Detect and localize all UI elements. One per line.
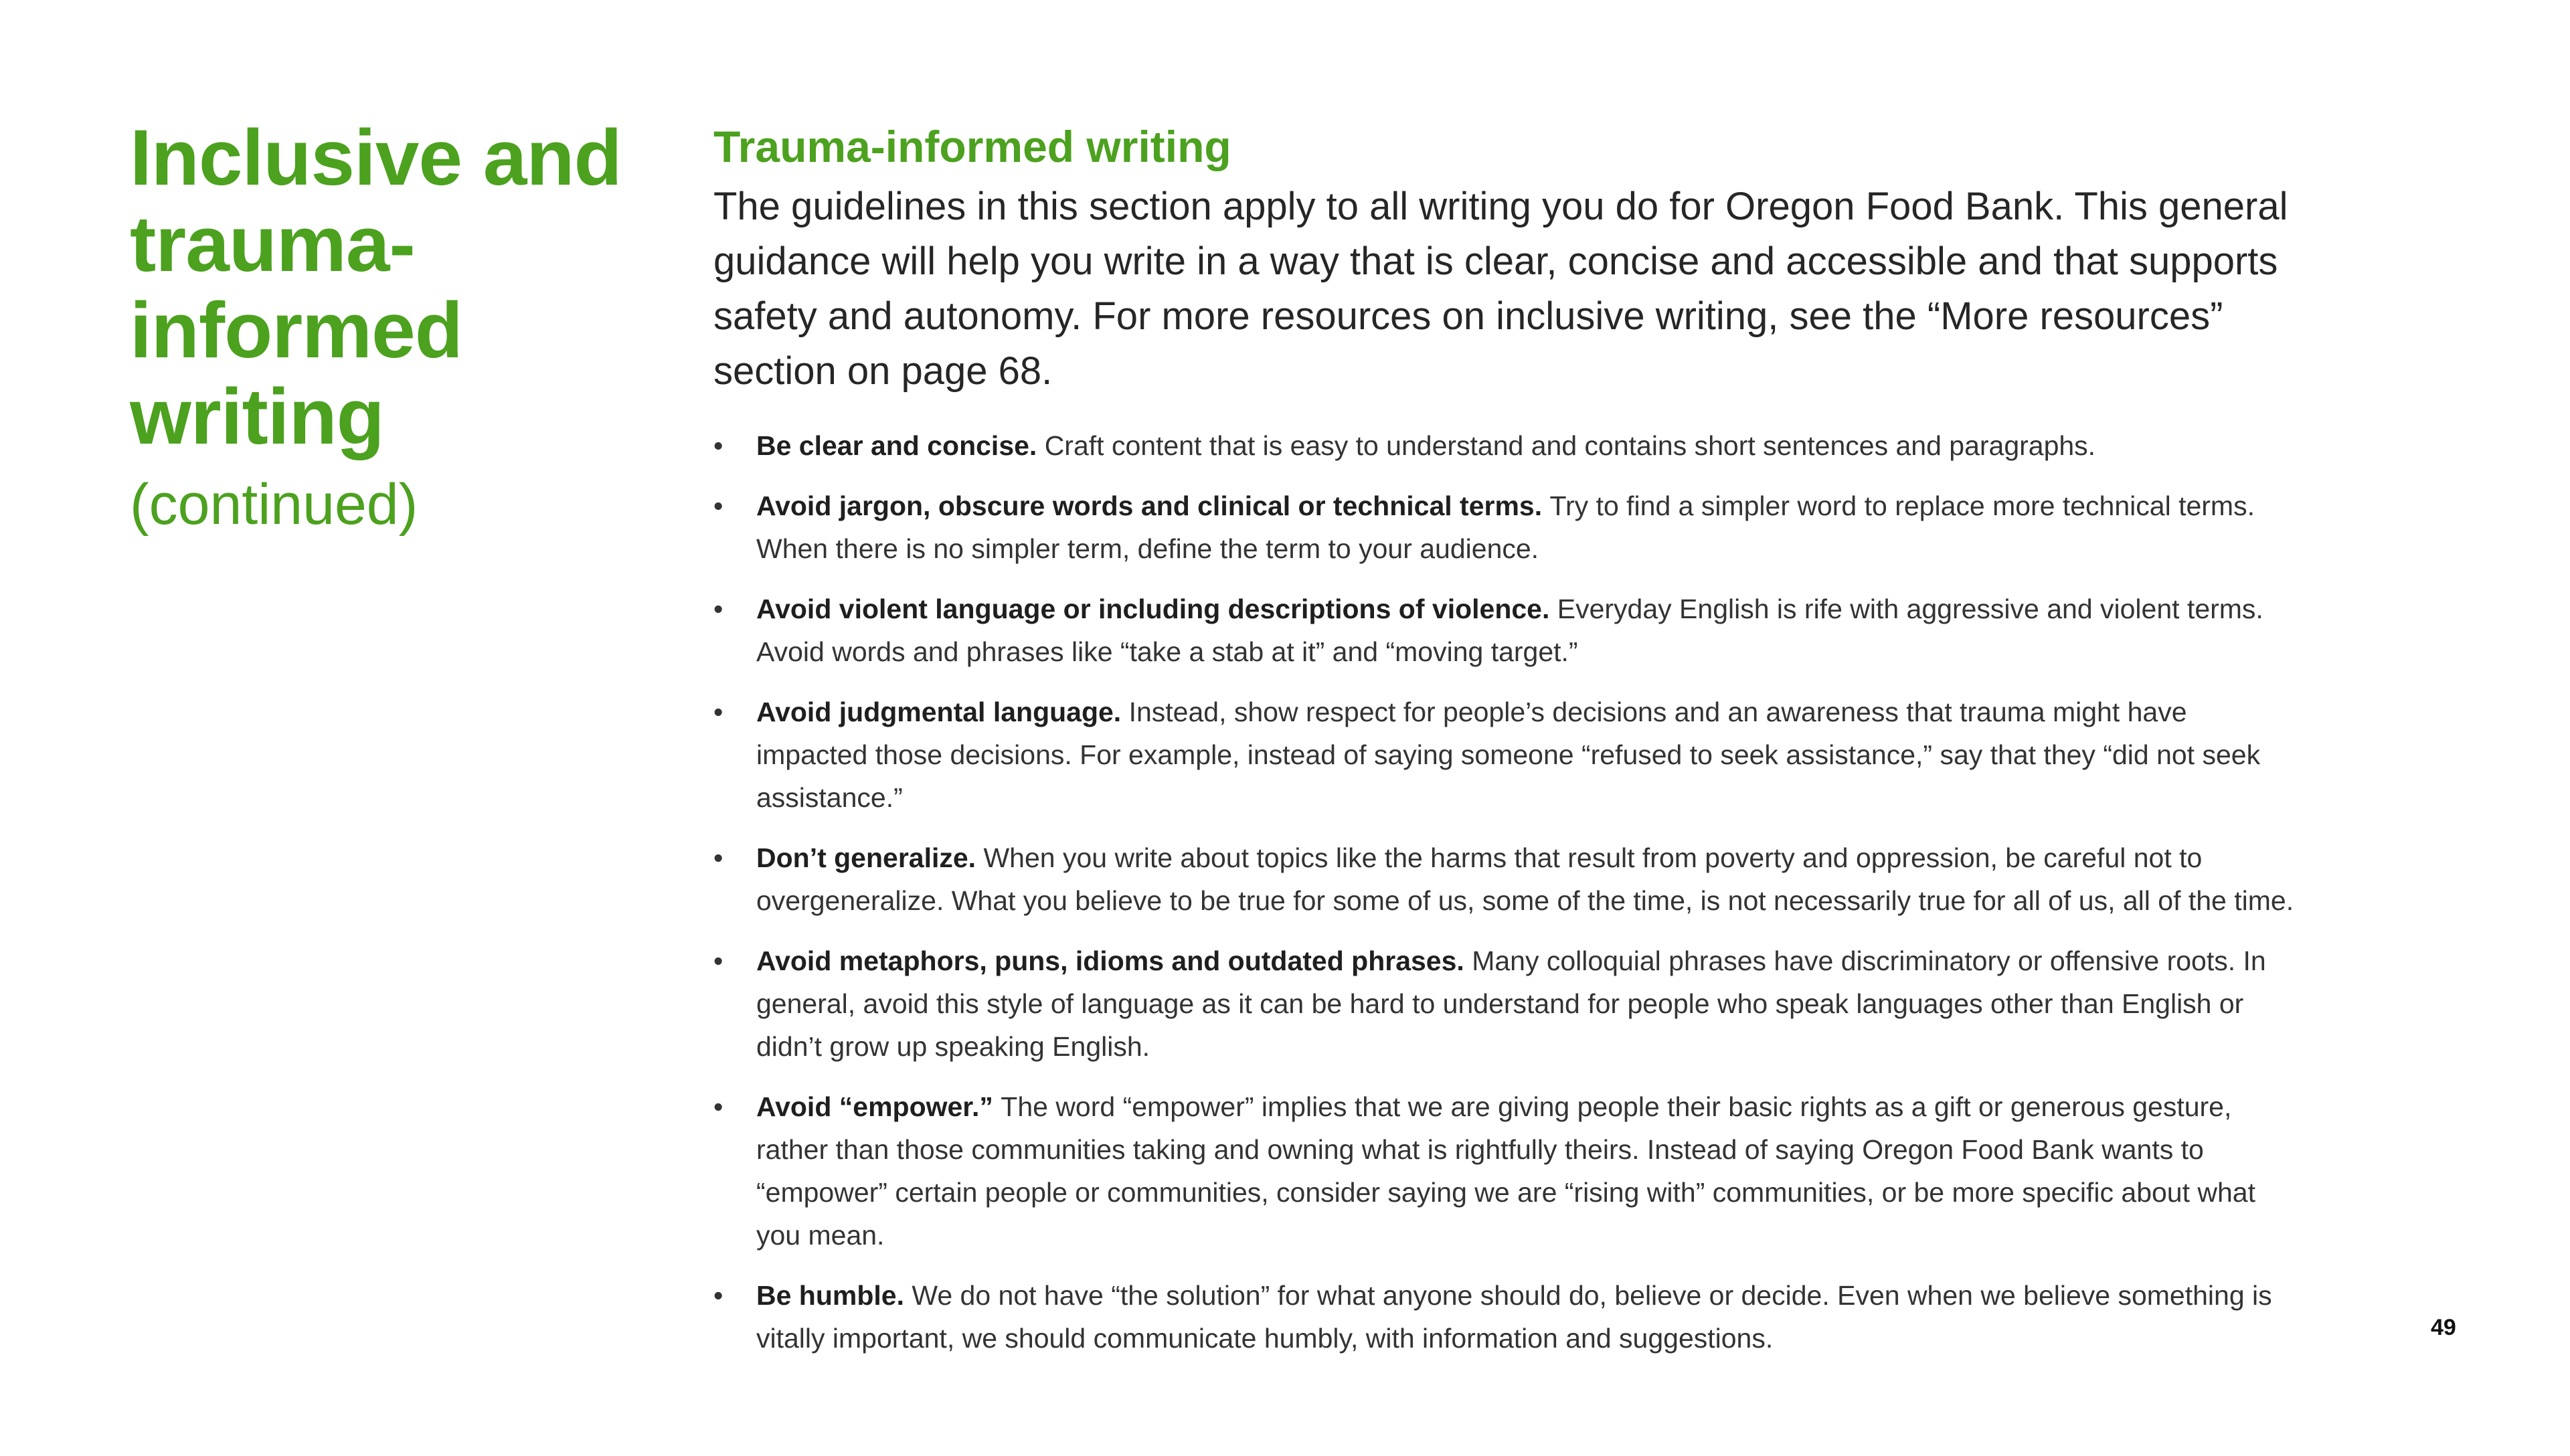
guideline-item — [713, 424, 2300, 467]
guideline-title: Be clear and concise. — [756, 430, 1045, 461]
guideline-title: Don’t generalize. — [756, 842, 984, 873]
bullet-icon: • — [713, 945, 723, 976]
guideline-body: The word “empower” implies that we are giving people their basic rights as a gift or generous gesture, rather than those communities taking and owning what is rightfully theirs. Instead of saying Oregon Food Bank wants to “empower” certain people or communities, consider saying we are “rising with” communities, or be more specific about what you mean. — [756, 1091, 2255, 1251]
guideline-body: Many colloquial phrases have discriminatory or offensive roots. In general, avoid this style of language as it can be hard to understand for people who speak languages other than English or didn’t grow up speaking English. — [756, 945, 2266, 1062]
guideline-title: Avoid metaphors, puns, idioms and outdated phrases. — [756, 945, 1472, 976]
bullet-icon: • — [713, 490, 723, 521]
guideline-item — [713, 939, 2300, 1068]
guideline-item — [713, 587, 2300, 673]
main-content — [713, 118, 2300, 1377]
intro-paragraph: The guidelines in this section apply to all writing you do for Oregon Food Bank. This general guidance will help you write in a way that is clear, concise and accessible and that supports safety and autonomy. For more resources on inclusive writing, see the “More resources” section on page 68. — [713, 185, 2288, 393]
bullet-icon: • — [713, 842, 723, 873]
page-title: Inclusive and trauma-informed writing — [130, 114, 622, 461]
guideline-item — [713, 484, 2300, 570]
bullet-icon: • — [713, 594, 723, 624]
guideline-body: Instead, show respect for people’s decisions and an awareness that trauma might have impacted those decisions. For example, instead of saying someone “refused to seek assistance,” say that they “did not seek assistance.” — [756, 697, 2261, 813]
guideline-title: Be humble. — [756, 1280, 912, 1311]
guideline-item — [713, 1274, 2300, 1360]
guideline-body: We do not have “the solution” for what anyone should do, believe or decide. Even when we believe something is vitally important, we should communicate humbly, with information and suggestions. — [756, 1280, 2272, 1354]
page-subtitle: (continued) — [130, 472, 418, 537]
guideline-item — [713, 1085, 2300, 1257]
guideline-item — [713, 691, 2300, 819]
guidelines-list — [713, 424, 2300, 1360]
bullet-icon: • — [713, 1280, 723, 1311]
page-number: 49 — [2431, 1315, 2456, 1340]
bullet-icon: • — [713, 430, 723, 461]
guideline-body: When you write about topics like the harms that result from poverty and oppression, be careful not to overgeneralize. What you believe to be true for some of us, some of the time, is not necessarily true for all of us, all of the time. — [756, 842, 2294, 916]
sidebar — [130, 115, 638, 538]
guideline-title: Avoid jargon, obscure words and clinical or technical terms. — [756, 490, 1550, 521]
guideline-title: Avoid judgmental language. — [756, 697, 1129, 727]
guideline-body: Everyday English is rife with aggressive and violent terms. Avoid words and phrases like “take a stab at it” and “moving target.” — [756, 594, 2263, 667]
guideline-title: Avoid “empower.” — [756, 1091, 1001, 1122]
guideline-item — [713, 836, 2300, 922]
guideline-body: Craft content that is easy to understand and contains short sentences and paragraphs. — [1044, 430, 2096, 461]
bullet-icon: • — [713, 1091, 723, 1122]
section-heading: Trauma-informed writing — [713, 122, 1231, 171]
guideline-title: Avoid violent language or including descriptions of violence. — [756, 594, 1557, 624]
bullet-icon: • — [713, 697, 723, 727]
guideline-body: Try to find a simpler word to replace more technical terms. When there is no simpler term, define the term to your audience. — [756, 490, 2255, 564]
